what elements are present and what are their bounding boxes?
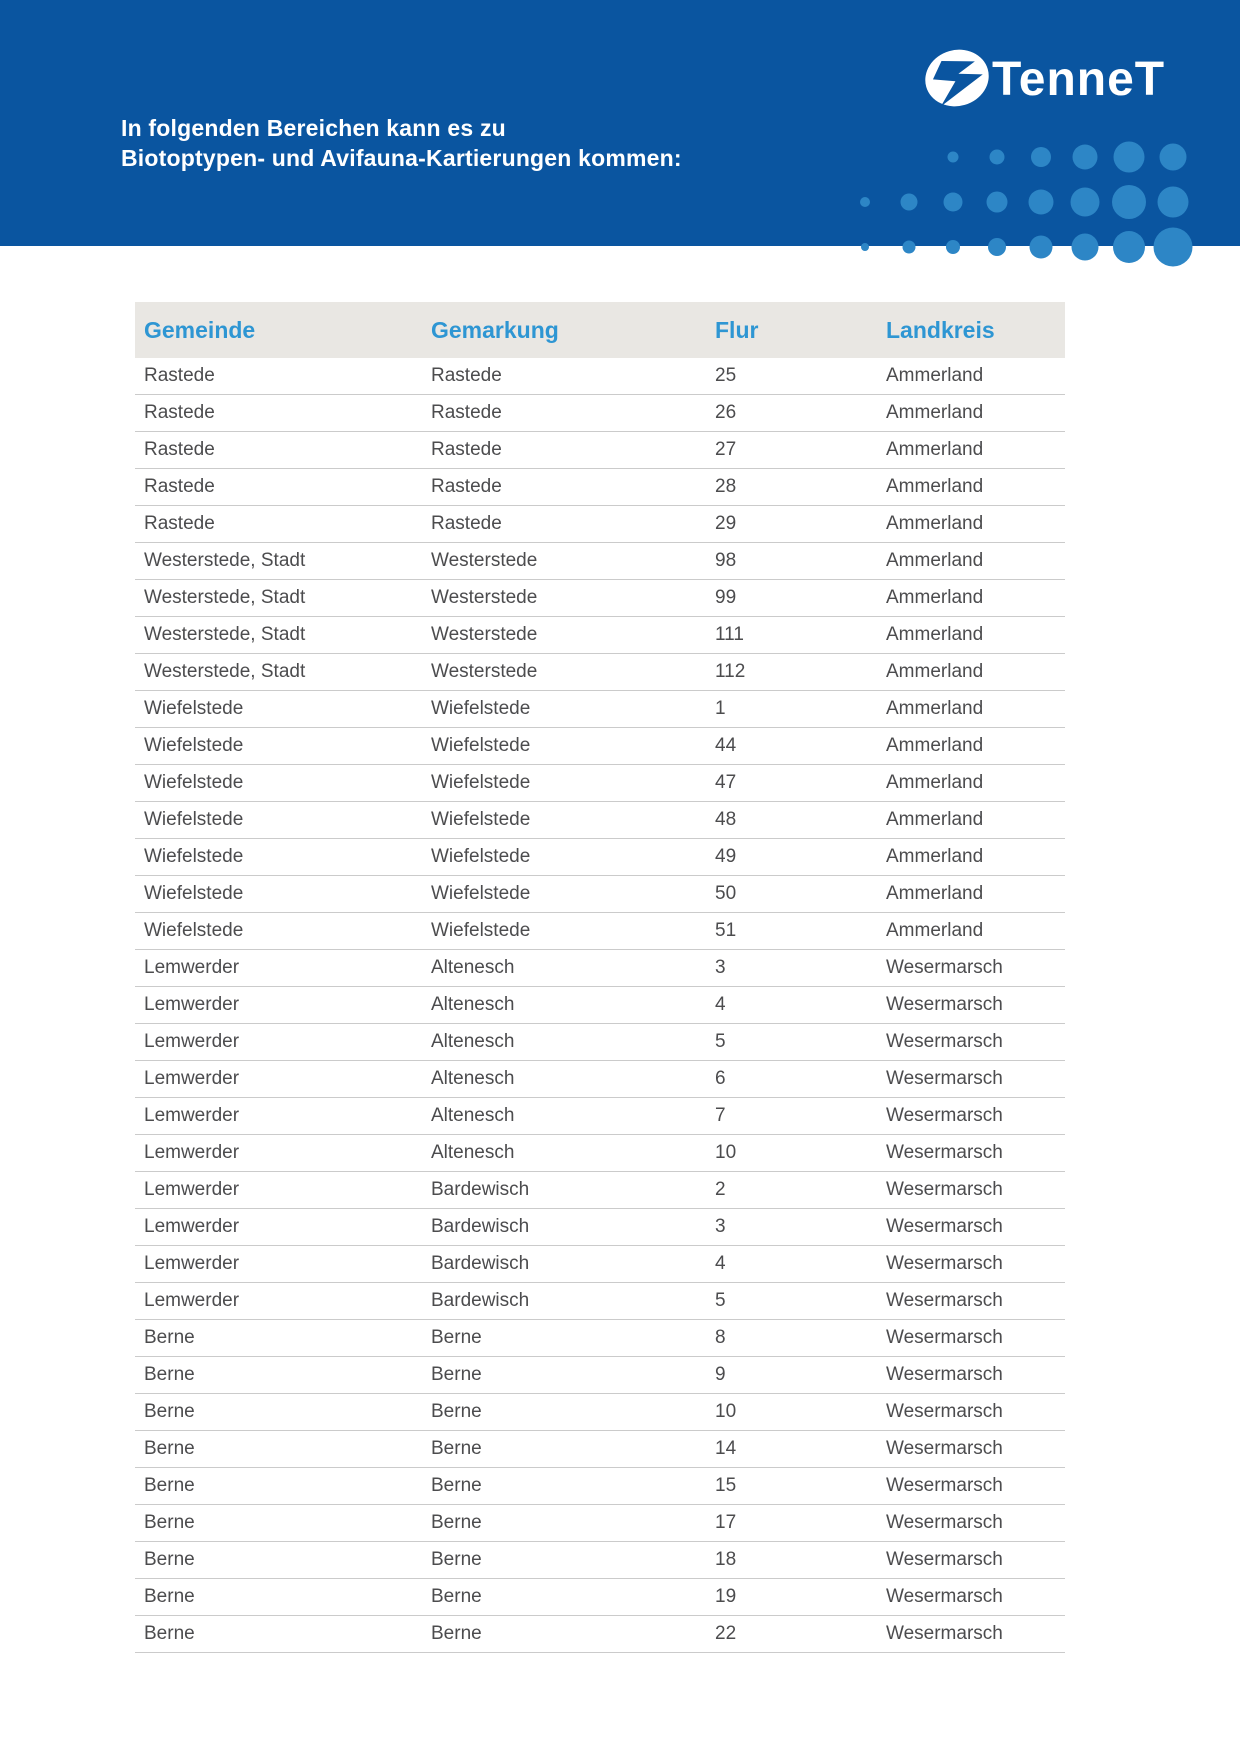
mapping-table bbox=[135, 302, 1065, 1653]
cell-landkreis: Wesermarsch bbox=[886, 950, 1065, 987]
cell-landkreis: Wesermarsch bbox=[886, 1542, 1065, 1579]
cell-landkreis: Ammerland bbox=[886, 913, 1065, 950]
cell-landkreis: Wesermarsch bbox=[886, 1098, 1065, 1135]
table-row bbox=[135, 1505, 1065, 1542]
cell-gemeinde: Lemwerder bbox=[135, 1209, 431, 1246]
cell-flur: 111 bbox=[715, 617, 886, 654]
cell-landkreis: Ammerland bbox=[886, 728, 1065, 765]
logo-wordmark: TenneT bbox=[992, 53, 1166, 106]
table-row bbox=[135, 1246, 1065, 1283]
cell-gemarkung: Rastede bbox=[431, 358, 715, 395]
cell-flur: 4 bbox=[715, 987, 886, 1024]
cell-gemarkung: Wiefelstede bbox=[431, 765, 715, 802]
cell-flur: 44 bbox=[715, 728, 886, 765]
cell-landkreis: Ammerland bbox=[886, 432, 1065, 469]
table-row bbox=[135, 506, 1065, 543]
cell-gemarkung: Altenesch bbox=[431, 950, 715, 987]
cell-gemeinde: Rastede bbox=[135, 432, 431, 469]
cell-gemeinde: Wiefelstede bbox=[135, 728, 431, 765]
cell-gemeinde: Lemwerder bbox=[135, 1135, 431, 1172]
cell-gemeinde: Lemwerder bbox=[135, 987, 431, 1024]
cell-gemeinde: Westerstede, Stadt bbox=[135, 617, 431, 654]
cell-flur: 7 bbox=[715, 1098, 886, 1135]
cell-landkreis: Ammerland bbox=[886, 469, 1065, 506]
cell-gemeinde: Lemwerder bbox=[135, 1024, 431, 1061]
cell-landkreis: Ammerland bbox=[886, 654, 1065, 691]
cell-flur: 99 bbox=[715, 580, 886, 617]
cell-landkreis: Ammerland bbox=[886, 506, 1065, 543]
cell-gemarkung: Wiefelstede bbox=[431, 728, 715, 765]
cell-flur: 29 bbox=[715, 506, 886, 543]
cell-gemarkung: Wiefelstede bbox=[431, 802, 715, 839]
table-row bbox=[135, 1024, 1065, 1061]
cell-landkreis: Ammerland bbox=[886, 691, 1065, 728]
cell-gemarkung: Altenesch bbox=[431, 1024, 715, 1061]
table-row bbox=[135, 1431, 1065, 1468]
table-row bbox=[135, 691, 1065, 728]
cell-landkreis: Ammerland bbox=[886, 543, 1065, 580]
cell-gemeinde: Westerstede, Stadt bbox=[135, 543, 431, 580]
table-row bbox=[135, 839, 1065, 876]
table-row bbox=[135, 802, 1065, 839]
cell-flur: 51 bbox=[715, 913, 886, 950]
cell-landkreis: Wesermarsch bbox=[886, 1024, 1065, 1061]
cell-flur: 1 bbox=[715, 691, 886, 728]
table-row bbox=[135, 1320, 1065, 1357]
cell-flur: 9 bbox=[715, 1357, 886, 1394]
cell-gemeinde: Westerstede, Stadt bbox=[135, 580, 431, 617]
table-row bbox=[135, 1616, 1065, 1653]
cell-gemarkung: Berne bbox=[431, 1468, 715, 1505]
table-row bbox=[135, 765, 1065, 802]
cell-gemarkung: Rastede bbox=[431, 395, 715, 432]
cell-gemeinde: Berne bbox=[135, 1505, 431, 1542]
cell-gemarkung: Rastede bbox=[431, 432, 715, 469]
cell-gemeinde: Berne bbox=[135, 1320, 431, 1357]
cell-landkreis: Wesermarsch bbox=[886, 1394, 1065, 1431]
cell-gemarkung: Westerstede bbox=[431, 617, 715, 654]
cell-flur: 50 bbox=[715, 876, 886, 913]
cell-gemarkung: Westerstede bbox=[431, 543, 715, 580]
table-body bbox=[135, 358, 1065, 1653]
table-row bbox=[135, 654, 1065, 691]
cell-gemeinde: Westerstede, Stadt bbox=[135, 654, 431, 691]
cell-flur: 5 bbox=[715, 1283, 886, 1320]
cell-gemeinde: Wiefelstede bbox=[135, 691, 431, 728]
table-row bbox=[135, 913, 1065, 950]
cell-landkreis: Wesermarsch bbox=[886, 1061, 1065, 1098]
cell-gemeinde: Wiefelstede bbox=[135, 876, 431, 913]
cell-flur: 6 bbox=[715, 1061, 886, 1098]
table-row bbox=[135, 395, 1065, 432]
page-title-line2: Biotoptypen- und Avifauna-Kartierungen kommen: bbox=[121, 145, 682, 171]
cell-gemeinde: Berne bbox=[135, 1394, 431, 1431]
cell-gemarkung: Berne bbox=[431, 1542, 715, 1579]
cell-gemeinde: Rastede bbox=[135, 506, 431, 543]
cell-gemarkung: Berne bbox=[431, 1431, 715, 1468]
cell-flur: 49 bbox=[715, 839, 886, 876]
cell-gemeinde: Berne bbox=[135, 1468, 431, 1505]
table-row bbox=[135, 876, 1065, 913]
cell-flur: 15 bbox=[715, 1468, 886, 1505]
cell-gemeinde: Berne bbox=[135, 1357, 431, 1394]
cell-gemarkung: Bardewisch bbox=[431, 1209, 715, 1246]
cell-gemeinde: Berne bbox=[135, 1616, 431, 1653]
cell-flur: 112 bbox=[715, 654, 886, 691]
cell-gemarkung: Bardewisch bbox=[431, 1246, 715, 1283]
table-row bbox=[135, 1468, 1065, 1505]
table-row bbox=[135, 1098, 1065, 1135]
cell-landkreis: Wesermarsch bbox=[886, 1135, 1065, 1172]
cell-landkreis: Wesermarsch bbox=[886, 1246, 1065, 1283]
table-row bbox=[135, 1579, 1065, 1616]
cell-gemeinde: Wiefelstede bbox=[135, 765, 431, 802]
cell-gemeinde: Rastede bbox=[135, 395, 431, 432]
page-title-line1: In folgenden Bereichen kann es zu bbox=[121, 115, 506, 141]
table-row bbox=[135, 1061, 1065, 1098]
table-row bbox=[135, 1357, 1065, 1394]
cell-gemarkung: Westerstede bbox=[431, 654, 715, 691]
cell-gemarkung: Bardewisch bbox=[431, 1172, 715, 1209]
table-row bbox=[135, 543, 1065, 580]
column-header-flur: Flur bbox=[715, 302, 886, 358]
cell-gemarkung: Westerstede bbox=[431, 580, 715, 617]
cell-flur: 2 bbox=[715, 1172, 886, 1209]
column-header-gemeinde: Gemeinde bbox=[135, 302, 431, 358]
cell-flur: 25 bbox=[715, 358, 886, 395]
cell-gemeinde: Wiefelstede bbox=[135, 913, 431, 950]
cell-flur: 48 bbox=[715, 802, 886, 839]
column-header-gemarkung: Gemarkung bbox=[431, 302, 715, 358]
cell-gemarkung: Wiefelstede bbox=[431, 839, 715, 876]
cell-landkreis: Ammerland bbox=[886, 617, 1065, 654]
cell-gemeinde: Berne bbox=[135, 1579, 431, 1616]
cell-landkreis: Ammerland bbox=[886, 876, 1065, 913]
cell-gemeinde: Lemwerder bbox=[135, 1172, 431, 1209]
column-header-landkreis: Landkreis bbox=[886, 302, 1065, 358]
cell-landkreis: Wesermarsch bbox=[886, 1505, 1065, 1542]
cell-flur: 3 bbox=[715, 1209, 886, 1246]
table-row bbox=[135, 1135, 1065, 1172]
page-title bbox=[121, 113, 682, 173]
cell-landkreis: Wesermarsch bbox=[886, 1579, 1065, 1616]
cell-landkreis: Ammerland bbox=[886, 839, 1065, 876]
cell-gemeinde: Rastede bbox=[135, 469, 431, 506]
cell-flur: 10 bbox=[715, 1135, 886, 1172]
cell-gemeinde: Wiefelstede bbox=[135, 802, 431, 839]
cell-flur: 28 bbox=[715, 469, 886, 506]
cell-flur: 22 bbox=[715, 1616, 886, 1653]
cell-landkreis: Wesermarsch bbox=[886, 1468, 1065, 1505]
cell-landkreis: Ammerland bbox=[886, 358, 1065, 395]
cell-gemeinde: Lemwerder bbox=[135, 1246, 431, 1283]
cell-gemarkung: Wiefelstede bbox=[431, 691, 715, 728]
cell-gemeinde: Lemwerder bbox=[135, 1098, 431, 1135]
cell-gemeinde: Wiefelstede bbox=[135, 839, 431, 876]
cell-flur: 27 bbox=[715, 432, 886, 469]
cell-flur: 10 bbox=[715, 1394, 886, 1431]
cell-landkreis: Ammerland bbox=[886, 765, 1065, 802]
cell-gemarkung: Wiefelstede bbox=[431, 876, 715, 913]
cell-gemeinde: Berne bbox=[135, 1542, 431, 1579]
table-row bbox=[135, 358, 1065, 395]
cell-gemarkung: Altenesch bbox=[431, 1061, 715, 1098]
cell-gemarkung: Wiefelstede bbox=[431, 913, 715, 950]
cell-landkreis: Wesermarsch bbox=[886, 1172, 1065, 1209]
table-row bbox=[135, 1283, 1065, 1320]
cell-flur: 5 bbox=[715, 1024, 886, 1061]
cell-gemarkung: Berne bbox=[431, 1394, 715, 1431]
cell-gemarkung: Altenesch bbox=[431, 987, 715, 1024]
cell-gemarkung: Rastede bbox=[431, 469, 715, 506]
cell-gemarkung: Berne bbox=[431, 1579, 715, 1616]
cell-flur: 47 bbox=[715, 765, 886, 802]
cell-flur: 98 bbox=[715, 543, 886, 580]
table-header-row bbox=[135, 302, 1065, 358]
table-row bbox=[135, 728, 1065, 765]
cell-landkreis: Wesermarsch bbox=[886, 1616, 1065, 1653]
cell-gemarkung: Berne bbox=[431, 1320, 715, 1357]
table-row bbox=[135, 1172, 1065, 1209]
cell-flur: 14 bbox=[715, 1431, 886, 1468]
cell-gemarkung: Berne bbox=[431, 1616, 715, 1653]
cell-flur: 8 bbox=[715, 1320, 886, 1357]
cell-gemeinde: Rastede bbox=[135, 358, 431, 395]
cell-landkreis: Wesermarsch bbox=[886, 987, 1065, 1024]
cell-gemarkung: Bardewisch bbox=[431, 1283, 715, 1320]
cell-landkreis: Wesermarsch bbox=[886, 1431, 1065, 1468]
cell-landkreis: Wesermarsch bbox=[886, 1283, 1065, 1320]
table-row bbox=[135, 1542, 1065, 1579]
dots-pattern-icon bbox=[830, 100, 1240, 280]
cell-gemarkung: Rastede bbox=[431, 506, 715, 543]
table-row bbox=[135, 580, 1065, 617]
cell-gemeinde: Lemwerder bbox=[135, 1283, 431, 1320]
table-row bbox=[135, 1394, 1065, 1431]
cell-landkreis: Wesermarsch bbox=[886, 1357, 1065, 1394]
cell-gemarkung: Altenesch bbox=[431, 1098, 715, 1135]
table-row bbox=[135, 469, 1065, 506]
cell-gemarkung: Berne bbox=[431, 1357, 715, 1394]
cell-flur: 19 bbox=[715, 1579, 886, 1616]
cell-flur: 17 bbox=[715, 1505, 886, 1542]
cell-landkreis: Wesermarsch bbox=[886, 1209, 1065, 1246]
cell-landkreis: Ammerland bbox=[886, 395, 1065, 432]
table-row bbox=[135, 432, 1065, 469]
table-row bbox=[135, 950, 1065, 987]
table-row bbox=[135, 1209, 1065, 1246]
cell-landkreis: Ammerland bbox=[886, 580, 1065, 617]
cell-gemarkung: Altenesch bbox=[431, 1135, 715, 1172]
cell-gemeinde: Lemwerder bbox=[135, 1061, 431, 1098]
cell-flur: 3 bbox=[715, 950, 886, 987]
cell-landkreis: Wesermarsch bbox=[886, 1320, 1065, 1357]
cell-gemeinde: Lemwerder bbox=[135, 950, 431, 987]
cell-flur: 18 bbox=[715, 1542, 886, 1579]
table-row bbox=[135, 617, 1065, 654]
cell-flur: 26 bbox=[715, 395, 886, 432]
cell-gemeinde: Berne bbox=[135, 1431, 431, 1468]
cell-flur: 4 bbox=[715, 1246, 886, 1283]
cell-gemarkung: Berne bbox=[431, 1505, 715, 1542]
table-row bbox=[135, 987, 1065, 1024]
cell-landkreis: Ammerland bbox=[886, 802, 1065, 839]
